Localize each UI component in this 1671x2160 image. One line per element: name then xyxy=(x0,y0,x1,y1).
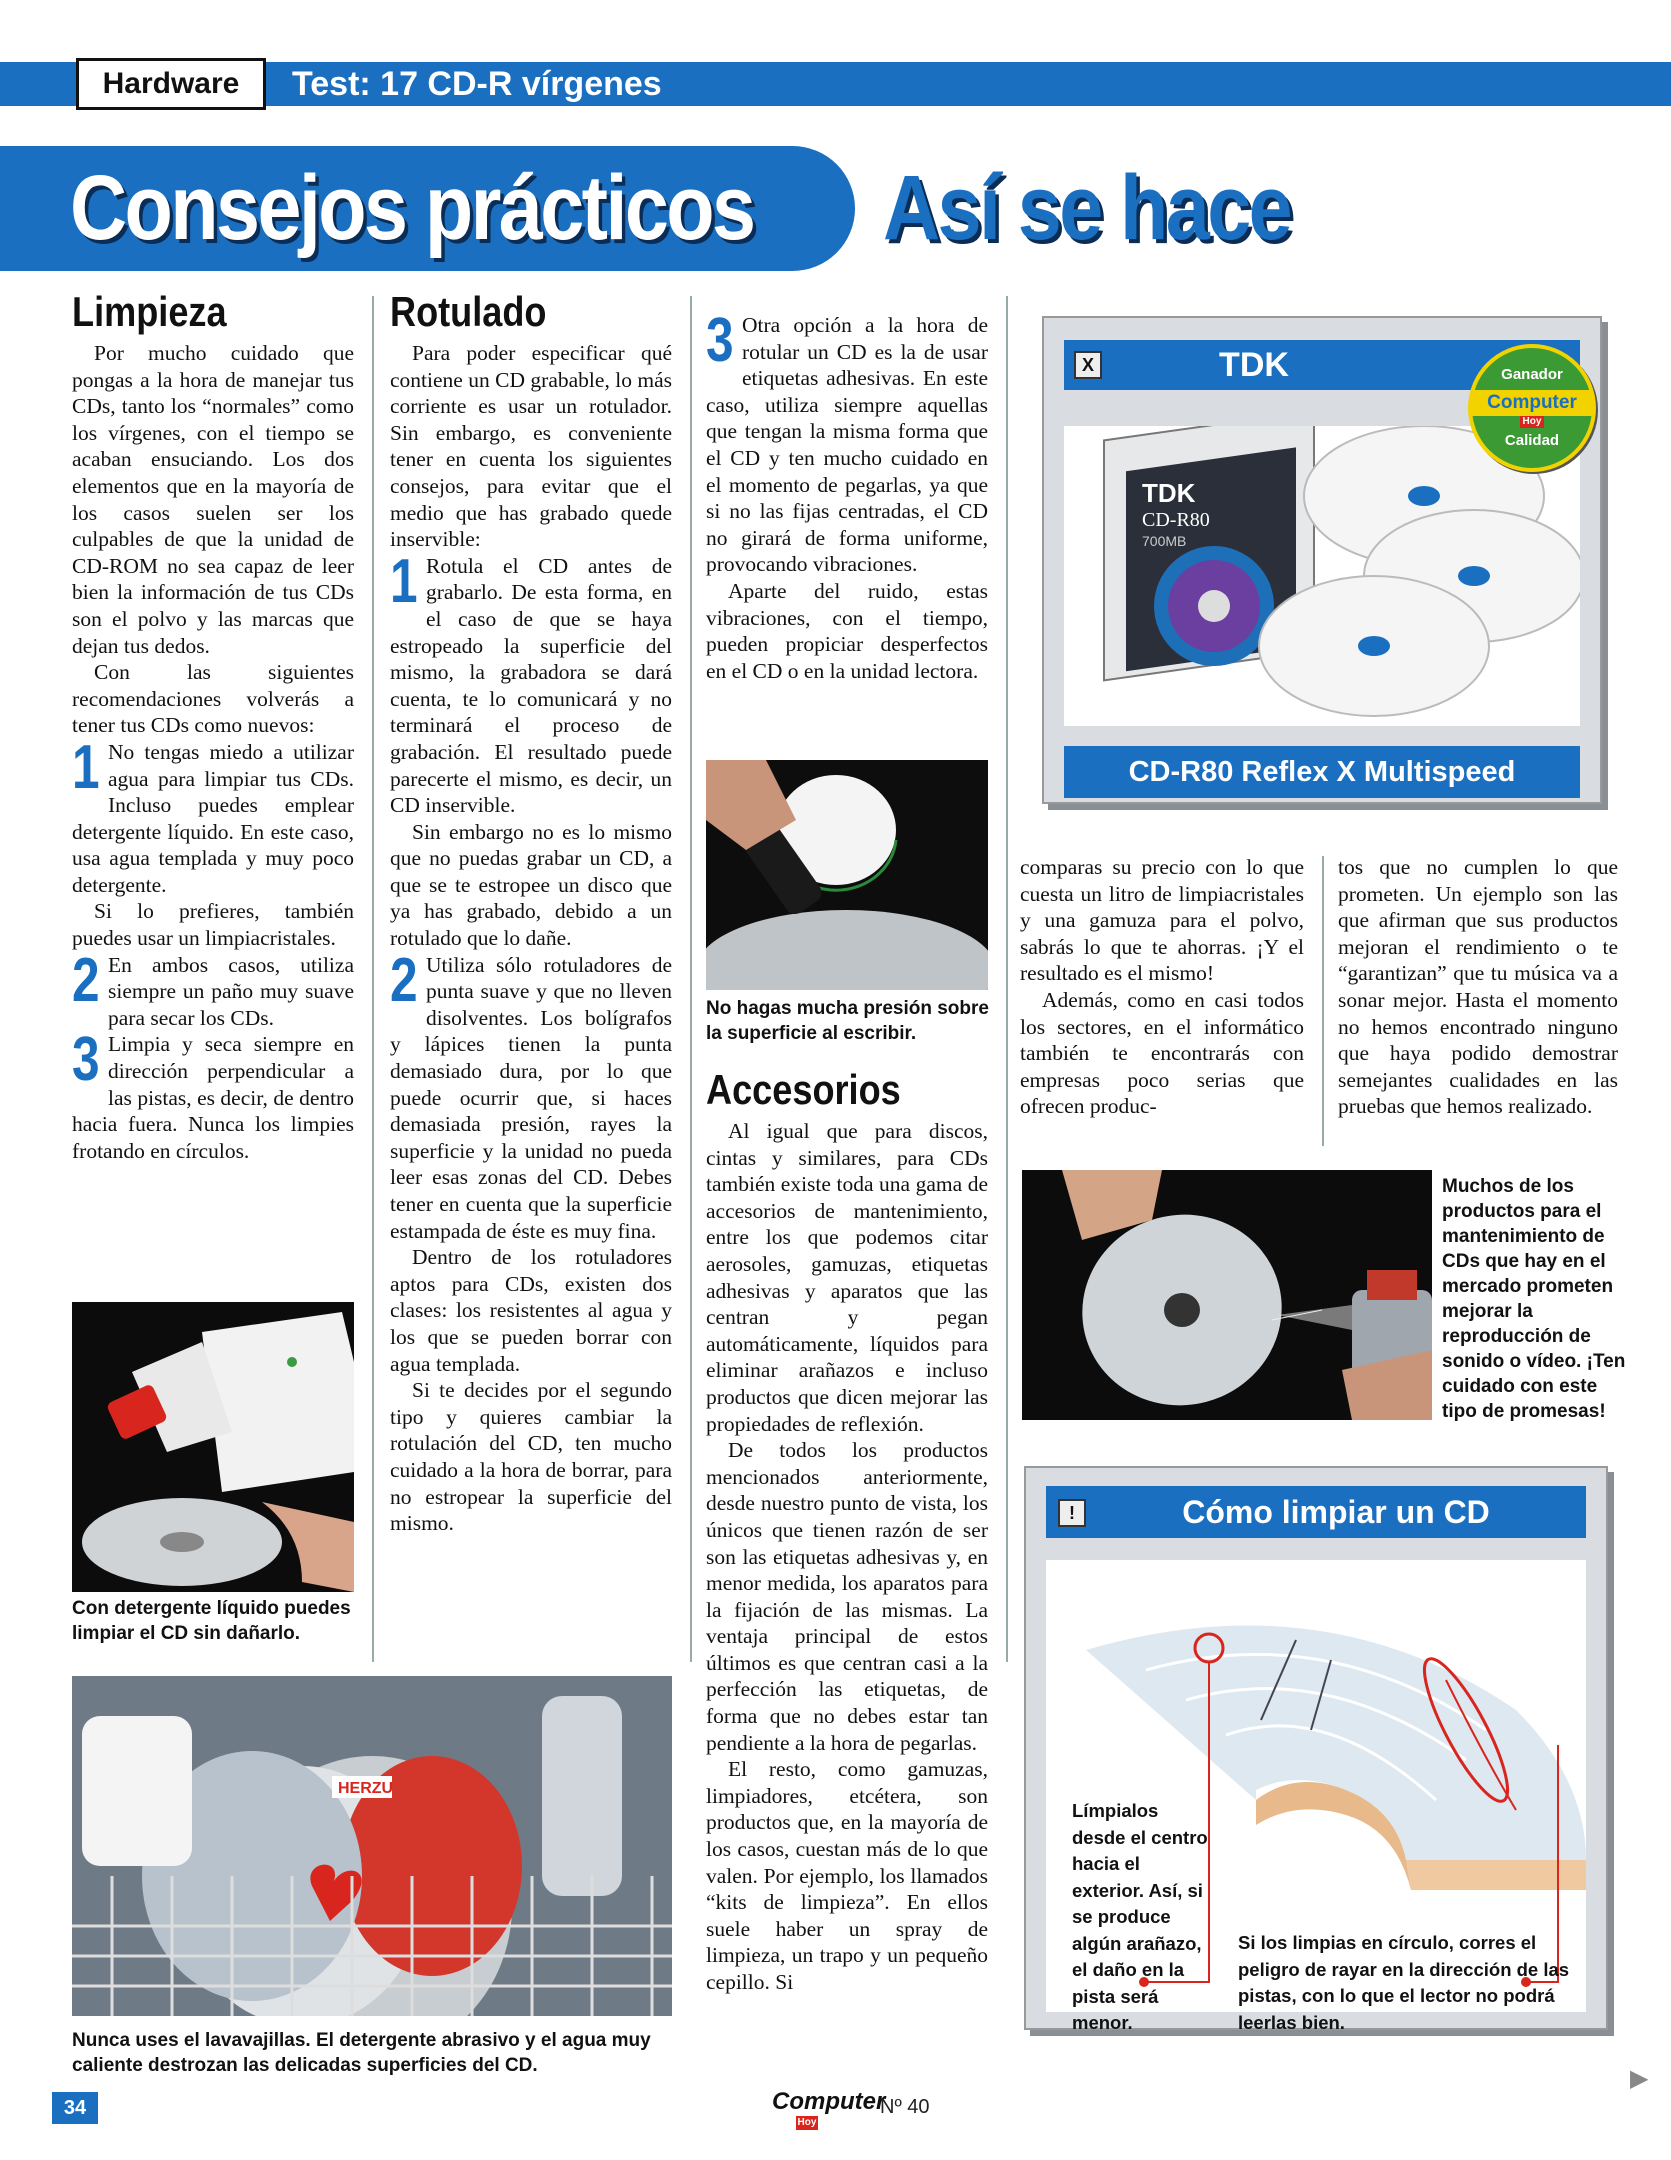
marker-caption: No hagas mucha presión sobre la superficie al escribir. xyxy=(706,998,989,1044)
badge-top-text: Ganador xyxy=(1501,366,1563,383)
tip-3 xyxy=(706,306,988,578)
howto-label-right: Si los limpias en círculo, corres el peligro de rayar en la dirección de las pistas, con lo que el lector no podrá leerlas bien. xyxy=(1238,1932,1570,2033)
paragraph: Para poder especificar qué contiene un CD grabable, lo más corriente es usar un rotulador. Sin embargo, es conveniente tener en cuenta los siguientes consejos, para evitar que el medio que has grabado quede inservible: xyxy=(390,341,672,552)
page-header-title: Test: 17 CD-R vírgenes xyxy=(292,65,662,103)
howto-title-bar xyxy=(1046,1486,1586,1538)
tdk-product-name: CD-R80 Reflex X Multispeed xyxy=(1064,746,1580,798)
next-page-arrow-icon[interactable]: ▶ xyxy=(1630,2065,1649,2092)
column-divider xyxy=(372,296,374,1662)
alert-icon: ! xyxy=(1058,1499,1086,1527)
case-size: 700MB xyxy=(1142,533,1187,549)
howto-label-left: Límpialos desde el centro hacia el exterior. Así, si se produce algún arañazo, el daño en la pista será menor. xyxy=(1072,1800,1208,2033)
paragraph: Sin embargo no es lo mismo que no puedas grabar un CD, a que se te estropee un disco que ya has grabado, debido a un rotulado que lo dañe. xyxy=(390,819,672,951)
tip-3 xyxy=(72,1025,354,1164)
paragraph: Aparte del ruido, estas vibraciones, con el tiempo, pueden propiciar desperfectos en el CD o en la unidad lectora. xyxy=(706,578,988,683)
column-5 xyxy=(1338,854,1618,1120)
column-limpieza xyxy=(72,288,354,1164)
tip-number: 1 xyxy=(390,546,418,616)
howto-panel xyxy=(1024,1466,1608,2033)
paragraph: tos que no cumplen lo que prometen. Un ejemplo son las que afirman que sus productos mejoran el rendimiento o te “garantizan” que tu música va a sonar mejor. Hasta el momento no hemos encontrado ninguno que haya podido demostrar semejantes cualidades en las pruebas que hemos realizado. xyxy=(1338,855,1618,1119)
badge-bottom-text: Calidad xyxy=(1504,432,1560,449)
paragraph: Si te decides por el segundo tipo y quieres cambiar la rotulación del CD, ten mucho cuidado a la hora de borrar, para no estropear la superficie del mismo. xyxy=(390,1378,672,1536)
case-brand: TDK xyxy=(1142,478,1196,508)
tip-text: Utiliza sólo rotuladores de punta suave y que no lleven disolventes. Los bolígrafos y lápices tienen la punta demasiado dura, por lo que puede ocurrir que, si haces demasiada presión, rayes la superficie y la unidad no pueda leer esas zonas del CD. Debes tener en cuenta que la superficie estampada de éste es muy fina. xyxy=(390,952,672,1243)
tip-number: 3 xyxy=(72,1025,100,1095)
tip-text: Rotula el CD antes de grabarlo. De esta forma, en el caso de que se haya estropeado la superficie del mismo, la grabadora se dará cuenta, te lo comunicará y no terminará el proceso de grabación. El resultado puede parecerte el mismo, es decir, un CD inservible. xyxy=(390,553,672,818)
case-model: CD-R80 xyxy=(1142,509,1210,531)
marker-photo xyxy=(706,760,988,990)
tip-text: No tengas miedo a utilizar agua para limpiar tus CDs. Incluso puedes emplear detergente líquido. En este caso, usa agua templada y muy poco detergente. xyxy=(72,739,354,897)
column-divider xyxy=(1006,296,1008,1662)
tip-2 xyxy=(390,945,672,1245)
paragraph: El resto, como gamuzas, limpiadores, etcétera, son productos que, en la mayoría de los casos, cuestan más de lo que valen. Por ejemplo, los llamados “kits de limpieza”. En ellos suele haber un spray de limpieza, un trapo y un pequeño cepillo. Si xyxy=(706,1757,988,1994)
column-divider xyxy=(1322,856,1324,1146)
tip-number: 2 xyxy=(72,945,100,1015)
page-number: 34 xyxy=(52,2092,98,2124)
dishwasher-photo xyxy=(72,1676,672,2016)
award-badge xyxy=(1468,344,1596,472)
column-accesorios xyxy=(706,1066,988,1996)
tip-1 xyxy=(390,546,672,819)
howto-title: Cómo limpiar un CD xyxy=(1182,1494,1490,1530)
main-title: Consejos prácticos xyxy=(70,157,754,259)
tip-2 xyxy=(72,945,354,1032)
detergent-caption: Con detergente líquido puedes limpiar el CD sin dañarlo. xyxy=(72,1598,351,1644)
tip-number: 2 xyxy=(390,945,418,1015)
badge-logo: Computer xyxy=(1472,390,1592,416)
tdk-product-photo xyxy=(1064,426,1580,726)
heading-limpieza: Limpieza xyxy=(72,288,227,335)
paragraph: Por mucho cuidado que pongas a la hora de manejar tus CDs, tanto los “normales” como los vírgenes, con el tiempo se acaban ensuciando. Los dos elementos que en la mayoría de los casos suelen ser los culpables de que la unidad de CD-ROM no sea capaz de leer bien la información de tus CDs son el polvo y las marcas que dejan tus dedos. xyxy=(72,341,354,658)
tip-number: 3 xyxy=(706,306,734,375)
paragraph: Dentro de los rotuladores aptos para CDs, existen dos clases: los resistentes al agua y los que se pueden borrar con agua templada. xyxy=(390,1245,672,1376)
detergent-photo xyxy=(72,1302,354,1592)
paragraph: comparas su precio con lo que cuesta un litro de limpiacristales y una gamuza para el polvo, sabrás lo que te ahorras. ¡Y el resultado es el mismo! xyxy=(1020,855,1304,986)
tip-text: Otra opción a la hora de rotular un CD es la de usar etiquetas adhesivas. En este caso, utiliza siempre aquellas que tengan la misma forma que el CD y ten mucho cuidado en el momento de pegarlas, ya que si no las fijas centradas, el CD no girará de forma uniforme, provocando vibraciones. xyxy=(706,313,988,577)
heading-rotulado: Rotulado xyxy=(390,288,547,335)
paragraph: Si lo prefieres, también puedes usar un limpiacristales. xyxy=(72,899,354,951)
secondary-title: Así se hace xyxy=(883,157,1291,259)
badge-logo-small: Hoy xyxy=(1520,416,1544,428)
tip-number: 1 xyxy=(72,732,100,802)
footer-logo: Computer xyxy=(772,2088,886,2115)
paragraph: Al igual que para discos, cintas y similares, para CDs también existe toda una gama de accesorios de mantenimiento, entre los que podemos citar aerosoles, gamuzas, etiquetas adhesivas y aparatos que las centran y pegan automáticamente, líquidos para eliminar arañazos e incluso productos que dicen mejorar las propiedades de reflexión. xyxy=(706,1119,988,1436)
dishwasher-caption: Nunca uses el lavavajillas. El detergente abrasivo y el agua muy caliente destrozan las delicadas superficies del CD. xyxy=(72,2030,651,2076)
issue-number: Nº 40 xyxy=(880,2096,930,2118)
column-4 xyxy=(1020,854,1304,1120)
footer-logo-small: Hoy xyxy=(797,2117,817,2128)
paragraph: De todos los productos mencionados anteriormente, desde nuestro punto de vista, los únicos que tienen razón de ser son las etiquetas adhesivas y, en menor medida, los aparatos para la fijación de las mismas. La ventaja principal de estos últimos es que centran casi a la perfección las etiquetas, de forma que no debes estar tan pendiente a la hora de pegarlas. xyxy=(706,1438,988,1755)
heading-accesorios: Accesorios xyxy=(706,1066,901,1113)
column-rotulado xyxy=(390,288,672,1537)
tip-text: Limpia y seca siempre en dirección perpendicular a las pistas, es decir, de dentro hacia fuera. Nunca los limpies frotando en círculos. xyxy=(72,1032,354,1163)
tip-text: En ambos casos, utiliza siempre un paño muy suave para secar los CDs. xyxy=(108,952,354,1030)
paragraph: Con las siguientes recomendaciones volverás a tener tus CDs como nuevos: xyxy=(72,660,354,738)
spray-photo xyxy=(1022,1170,1432,1420)
paragraph: Además, como en casi todos los sectores, en el informático también te encontrarás con empresas poco serias que ofrecen produc- xyxy=(1020,987,1304,1119)
tip-1 xyxy=(72,732,354,899)
column-etiquetas xyxy=(706,306,988,684)
close-icon[interactable]: X xyxy=(1074,351,1102,379)
tdk-brand: TDK xyxy=(1219,346,1289,384)
spray-caption: Muchos de los productos para el mantenimiento de CDs que hay en el mercado prometen mejorar la reproducción de sonido o vídeo. ¡Ten cuidado con este tipo de promesas! xyxy=(1442,1176,1626,1422)
section-label: Hardware xyxy=(76,58,266,110)
plate-text: HERZU xyxy=(338,1780,394,1797)
column-divider xyxy=(690,296,692,1662)
